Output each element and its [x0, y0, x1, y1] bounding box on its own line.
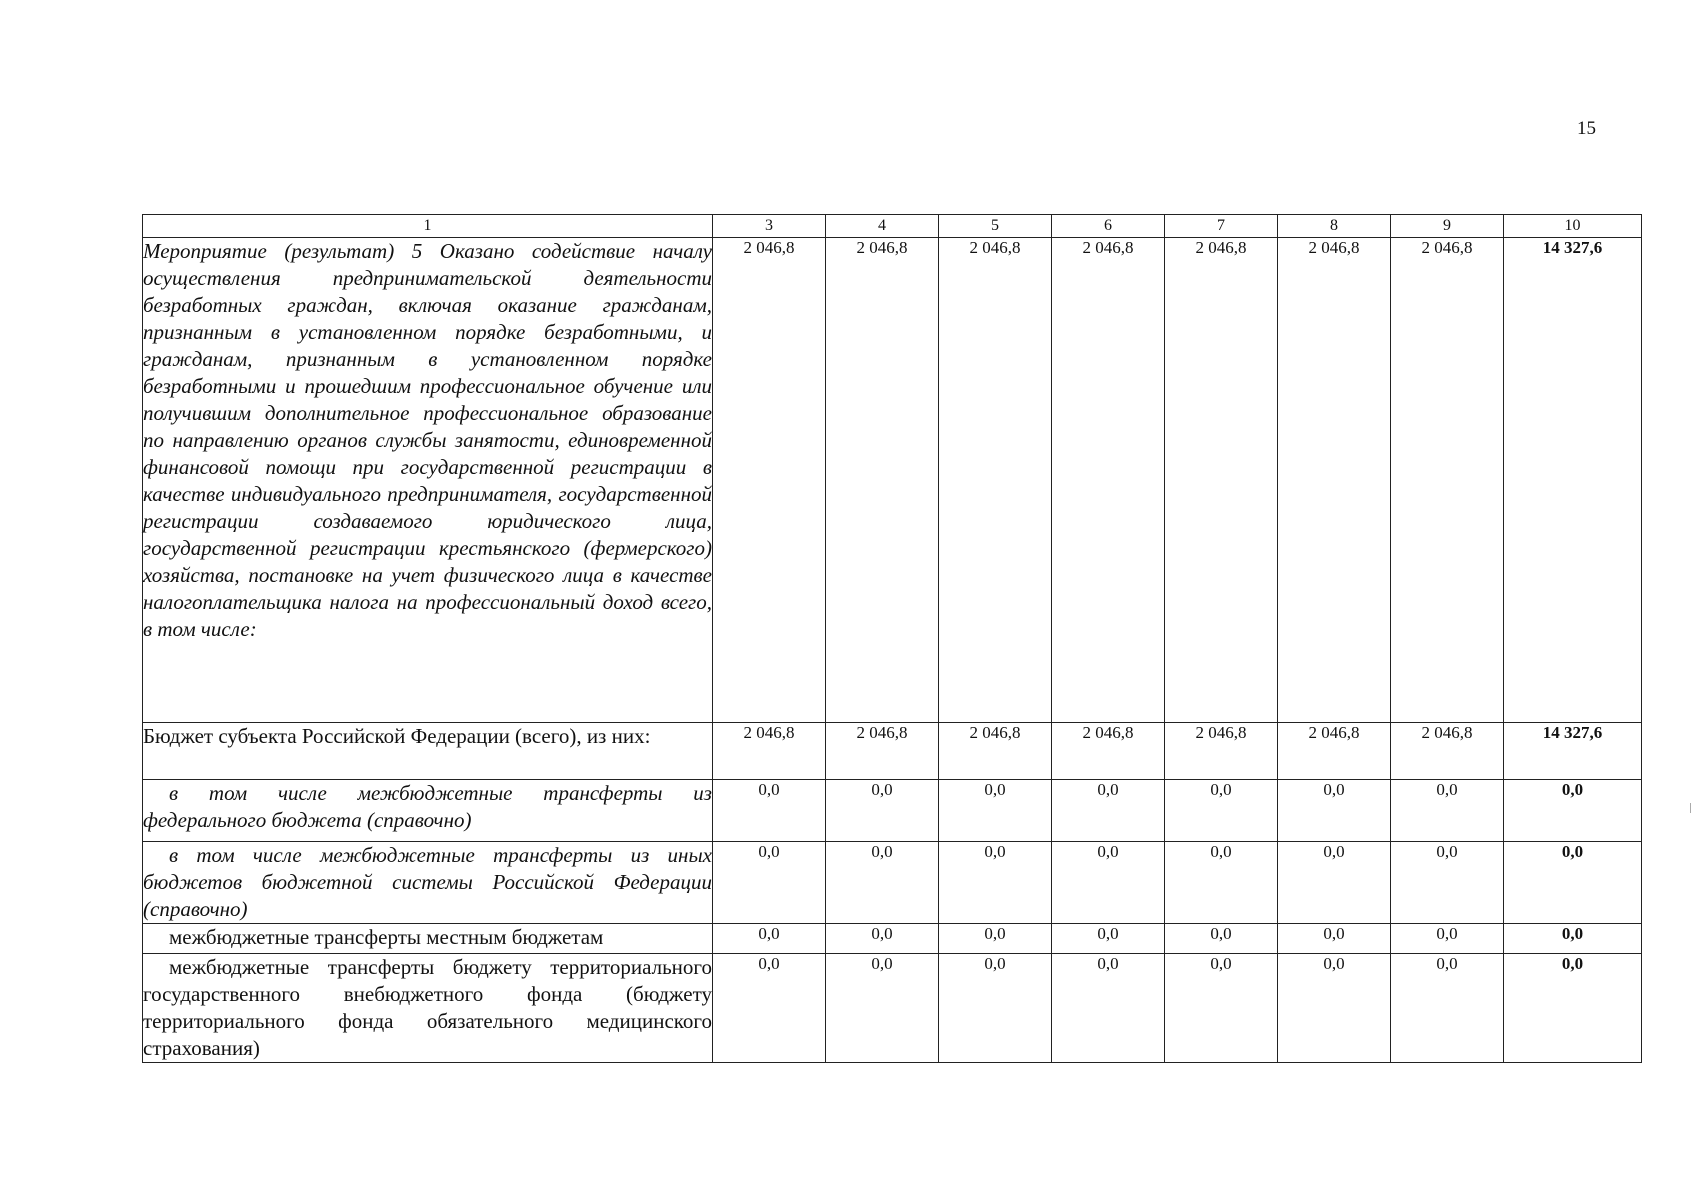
total-cell: 0,0	[1504, 954, 1642, 1063]
value-cell: 0,0	[713, 954, 826, 1063]
value-cell: 2 046,8	[1391, 723, 1504, 780]
column-header: 6	[1052, 215, 1165, 238]
value-cell: 0,0	[1391, 954, 1504, 1063]
total-cell: 14 327,6	[1504, 238, 1642, 723]
value-cell: 0,0	[1278, 924, 1391, 954]
value-cell: 2 046,8	[713, 723, 826, 780]
value-cell: 0,0	[1278, 842, 1391, 924]
value-cell: 0,0	[826, 924, 939, 954]
row-label: в том числе межбюджетные трансферты из иных бюджетов бюджетной системы Российской Федерации (справочно)	[143, 842, 713, 924]
total-cell: 14 327,6	[1504, 723, 1642, 780]
column-header: 7	[1165, 215, 1278, 238]
value-cell: 0,0	[826, 780, 939, 842]
value-cell: 0,0	[1391, 842, 1504, 924]
table-row	[143, 924, 1642, 954]
value-cell: 0,0	[1052, 842, 1165, 924]
row-label: в том числе межбюджетные трансферты из федерального бюджета (справочно)	[143, 780, 713, 842]
column-header: 1	[143, 215, 713, 238]
value-cell: 0,0	[939, 954, 1052, 1063]
value-cell: 0,0	[939, 924, 1052, 954]
value-cell: 2 046,8	[1391, 238, 1504, 723]
value-cell: 0,0	[1165, 842, 1278, 924]
table-row	[143, 780, 1642, 842]
column-header: 5	[939, 215, 1052, 238]
value-cell: 2 046,8	[1278, 723, 1391, 780]
value-cell: 2 046,8	[1052, 238, 1165, 723]
value-cell: 0,0	[1052, 924, 1165, 954]
column-header: 3	[713, 215, 826, 238]
table-header-row	[143, 215, 1642, 238]
value-cell: 0,0	[713, 924, 826, 954]
table-row	[143, 238, 1642, 723]
table-row	[143, 954, 1642, 1063]
value-cell: 0,0	[1165, 924, 1278, 954]
total-cell: 0,0	[1504, 842, 1642, 924]
value-cell: 0,0	[939, 842, 1052, 924]
column-header: 4	[826, 215, 939, 238]
table-row	[143, 723, 1642, 780]
value-cell: 0,0	[1278, 954, 1391, 1063]
value-cell: 2 046,8	[826, 723, 939, 780]
value-cell: 2 046,8	[713, 238, 826, 723]
value-cell: 2 046,8	[939, 723, 1052, 780]
budget-table	[142, 214, 1642, 1063]
value-cell: 2 046,8	[1165, 238, 1278, 723]
row-label: межбюджетные трансферты бюджету территориального государственного внебюджетного фонда (бюджету территориального фонда обязательного медицинского страхования)	[143, 954, 713, 1063]
value-cell: 0,0	[1052, 954, 1165, 1063]
value-cell: 0,0	[826, 842, 939, 924]
row-label: межбюджетные трансферты местным бюджетам	[143, 924, 713, 954]
value-cell: 2 046,8	[1278, 238, 1391, 723]
column-header: 9	[1391, 215, 1504, 238]
value-cell: 0,0	[713, 780, 826, 842]
total-cell: 0,0	[1504, 780, 1642, 842]
value-cell: 2 046,8	[1052, 723, 1165, 780]
value-cell: 0,0	[713, 842, 826, 924]
value-cell: 0,0	[1165, 780, 1278, 842]
value-cell: 0,0	[1391, 780, 1504, 842]
value-cell: 0,0	[826, 954, 939, 1063]
value-cell: 2 046,8	[826, 238, 939, 723]
value-cell: 0,0	[1165, 954, 1278, 1063]
column-header: 10	[1504, 215, 1642, 238]
scan-mark	[1690, 803, 1691, 813]
column-header: 8	[1278, 215, 1391, 238]
value-cell: 0,0	[1052, 780, 1165, 842]
table-row	[143, 842, 1642, 924]
value-cell: 0,0	[1278, 780, 1391, 842]
value-cell: 2 046,8	[939, 238, 1052, 723]
total-cell: 0,0	[1504, 924, 1642, 954]
row-label: Мероприятие (результат) 5 Оказано содействие началу осуществления предпринимательской деятельности безработных граждан, включая оказание гражданам, признанным в установленном порядке безработными, и гражданам, признанным в установленном порядке безработными и прошедшим профессиональное обучение или получившим дополнительное профессиональное образование по направлению органов службы занятости, единовременной финансовой помощи при государственной регистрации в качестве индивидуального предпринимателя, государственной регистрации создаваемого юридического лица, государственной регистрации крестьянского (фермерского) хозяйства, постановке на учет физического лица в качестве налогоплательщика налога на профессиональный доход всего, в том числе:	[143, 238, 713, 723]
row-label: Бюджет субъекта Российской Федерации (всего), из них:	[143, 723, 713, 780]
page-number: 15	[1577, 118, 1596, 139]
value-cell: 2 046,8	[1165, 723, 1278, 780]
value-cell: 0,0	[1391, 924, 1504, 954]
value-cell: 0,0	[939, 780, 1052, 842]
